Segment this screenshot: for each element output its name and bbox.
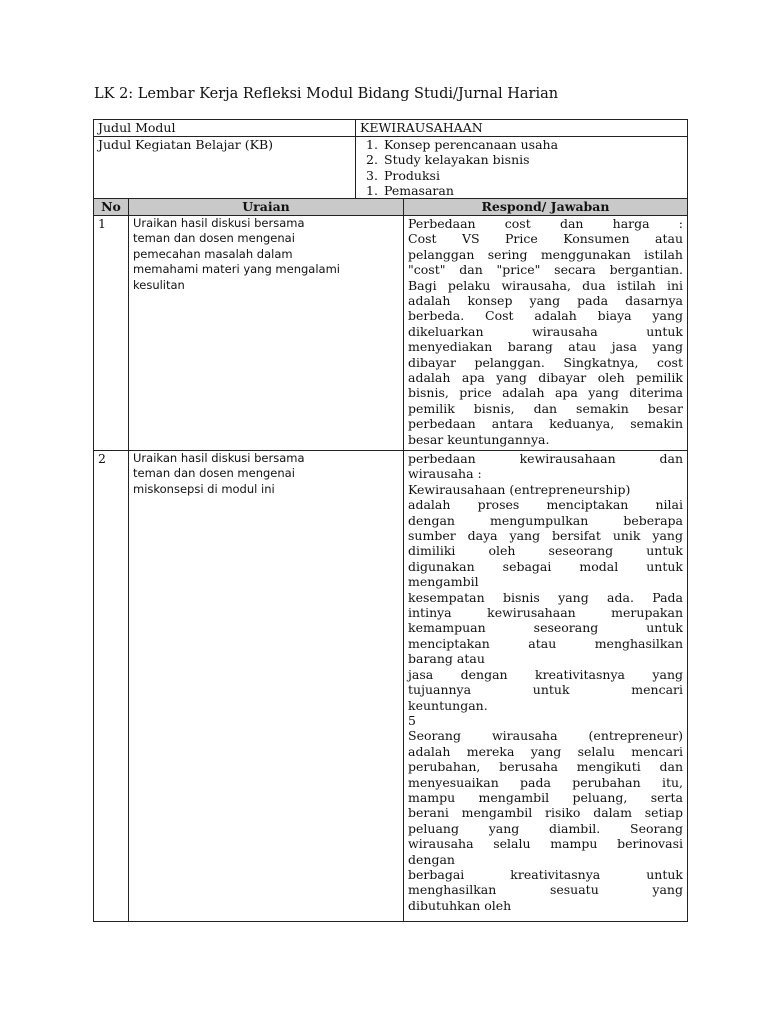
header-uraian: Uraian [129,199,404,216]
learning-activity-text: Konsep perencanaan usaha [384,136,559,152]
learning-activity-item [360,168,683,184]
learning-activity-number: 2. [366,152,378,167]
text-line: adalah mereka yang selalu mencari [408,743,683,759]
row-number: 2 [94,451,129,922]
text-line: berbagai kreativitasnya untuk [408,866,683,882]
text-line: sumber daya yang bersifat unik yang [408,528,683,544]
text-line: perbedaan kewirausahaan dan [408,451,683,466]
row-respond [404,451,688,922]
learning-activity-row [94,136,688,199]
header-respond: Respond/ Jawaban [404,199,688,216]
text-line: kesulitan [133,277,185,292]
learning-activity-list-cell [356,136,688,199]
text-line: dimiliki oleh seseorang untuk [408,543,683,559]
text-line: perubahan, berusaha mengikuti dan [408,759,683,775]
learning-activity-text: Produksi [384,167,440,183]
text-line: bisnis, price adalah apa yang diterima [408,385,683,401]
learning-activity-item [360,137,683,153]
row-number: 1 [94,216,129,451]
learning-activity-text: Pemasaran [384,183,454,198]
text-line: jasa dengan kreativitasnya yang [408,666,683,682]
learning-activity-item [360,183,683,199]
learning-activity-number: 1. [366,136,378,152]
text-line: wirausaha selalu mampu berinovasi [408,836,683,852]
text-line: berbeda. Cost adalah biaya yang [408,308,683,324]
text-line: 5 [408,712,416,728]
module-title-label: Judul Modul [94,120,356,137]
row-uraian [129,451,404,922]
text-line: Perbedaan cost dan harga : [408,216,683,231]
text-line: barang atau [408,651,485,667]
text-line: Kewirausahaan (entrepreneurship) [408,481,631,497]
text-line: miskonsepsi di modul ini [133,481,275,496]
text-line: mengambil [408,574,479,590]
text-line: adalah apa yang dibayar oleh pemilik [408,370,683,386]
text-line: pemilik bisnis, dan semakin besar [408,400,683,416]
header-no: No [94,199,129,216]
text-line: besar keuntungannya. [408,431,550,447]
text-line: adalah konsep yang pada dasarnya [408,293,683,309]
row-respond [404,216,688,451]
text-line: pelanggan sering menggunakan istilah [408,246,683,262]
text-line: Cost VS Price Konsumen atau [408,231,683,247]
text-line: menyesuaikan pada perubahan itu, [408,774,683,790]
text-line: perbedaan antara keduanya, semakin [408,416,683,432]
learning-activity-number: 3. [366,167,378,183]
text-line: berani mengambil risiko dalam setiap [408,805,683,821]
row-uraian [129,216,404,451]
learning-activity-list [360,137,683,199]
text-line: mampu mengambil peluang, serta [408,789,683,805]
learning-activity-text: Study kelayakan bisnis [384,152,530,167]
text-line: "cost" dan "price" secara bergantian. [408,262,683,278]
text-line: kemampuan seseorang untuk [408,620,683,636]
text-line: teman dan dosen mengenai [133,231,295,246]
module-title-value: KEWIRAUSAHAAN [356,120,688,137]
reflection-table [93,198,688,922]
text-line: tujuannya untuk mencari [408,682,683,698]
text-line: Uraikan hasil diskusi bersama [133,451,305,465]
learning-activity-label: Judul Kegiatan Belajar (KB) [94,136,356,199]
module-info-table [93,119,688,200]
text-line: memahami materi yang mengalami [133,262,340,277]
text-line: peluang yang diambil. Seorang [408,820,683,836]
module-title-row [94,120,688,137]
text-line: intinya kewirusahaan merupakan [408,605,683,621]
document-title: LK 2: Lembar Kerja Refleksi Modul Bidang Studi/Jurnal Harian [94,86,559,102]
text-line: menciptakan atau menghasilkan [408,635,683,651]
learning-activity-number: 1. [366,183,378,198]
text-line: Uraikan hasil diskusi bersama [133,216,305,230]
table-row [94,451,688,922]
text-line: pemecahan masalah dalam [133,246,293,261]
text-line: dibayar pelanggan. Singkatnya, cost [408,354,683,370]
text-line: wirausaha : [408,466,482,482]
learning-activity-item [360,152,683,168]
text-line: kesempatan bisnis yang ada. Pada [408,589,683,605]
text-line: menyediakan barang atau jasa yang [408,339,683,355]
reflection-header-row [94,199,688,216]
text-line: menghasilkan sesuatu yang [408,882,683,898]
table-row [94,216,688,451]
text-line: Bagi pelaku wirausaha, dua istilah ini [408,277,683,293]
text-line: digunakan sebagai modal untuk [408,558,683,574]
text-line: dikeluarkan wirausaha untuk [408,323,683,339]
text-line: Seorang wirausaha (entrepreneur) [408,728,683,744]
text-line: dengan [408,851,455,867]
text-line: teman dan dosen mengenai [133,466,295,481]
text-line: adalah proses menciptakan nilai [408,497,683,513]
text-line: dibutuhkan oleh [408,897,512,913]
text-line: dengan mengumpulkan beberapa [408,512,683,528]
text-line: keuntungan. [408,697,488,713]
